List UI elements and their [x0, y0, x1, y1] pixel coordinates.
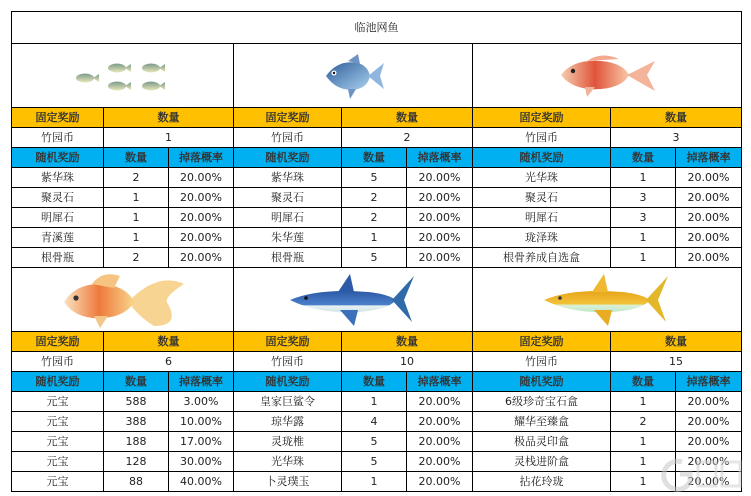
reward-item: 极品灵印盒: [473, 432, 611, 452]
reward-rate: 17.00%: [169, 432, 234, 452]
fixed-reward-qty: 10: [342, 352, 473, 372]
reward-rate: 20.00%: [676, 432, 742, 452]
reward-item: 光华珠: [234, 452, 342, 472]
reward-rate: 20.00%: [169, 188, 234, 208]
reward-qty: 1: [104, 208, 169, 228]
fixed-reward-header: 固定奖励: [473, 108, 611, 128]
fixed-reward-item: 竹园币: [473, 128, 611, 148]
reward-item: 灵珑椎: [234, 432, 342, 452]
quantity-header: 数量: [611, 148, 676, 168]
reward-qty: 128: [104, 452, 169, 472]
reward-item: 耀华至臻盒: [473, 412, 611, 432]
fish-image-cell: [234, 44, 473, 108]
fixed-reward-item: 竹园币: [12, 352, 104, 372]
random-reward-header: 随机奖励: [12, 372, 104, 392]
reward-qty: 5: [342, 168, 407, 188]
reward-qty: 2: [342, 188, 407, 208]
reward-item: 明犀石: [473, 208, 611, 228]
reward-rate: 10.00%: [169, 412, 234, 432]
random-reward-header-row: [12, 372, 742, 392]
golden-shark-icon: [542, 272, 672, 328]
reward-qty: 388: [104, 412, 169, 432]
fixed-reward-header: 固定奖励: [234, 108, 342, 128]
reward-qty: 1: [611, 228, 676, 248]
quantity-header: 数量: [611, 372, 676, 392]
reward-qty: 1: [342, 392, 407, 412]
reward-rate: 20.00%: [407, 228, 473, 248]
fixed-reward-qty: 1: [104, 128, 234, 148]
reward-rate: 20.00%: [407, 208, 473, 228]
reward-rate: 20.00%: [676, 392, 742, 412]
table-row: [12, 412, 742, 432]
fixed-reward-header-row: [12, 332, 742, 352]
fixed-reward-row: [12, 352, 742, 372]
fixed-reward-header: 固定奖励: [12, 108, 104, 128]
reward-qty: 5: [342, 452, 407, 472]
reward-item: 元宝: [12, 392, 104, 412]
reward-rate: 20.00%: [676, 452, 742, 472]
fixed-reward-qty: 6: [104, 352, 234, 372]
quantity-header: 数量: [104, 108, 234, 128]
reward-qty: 1: [342, 472, 407, 492]
reward-qty: 5: [342, 432, 407, 452]
quantity-header: 数量: [611, 108, 742, 128]
blue-shark-icon: [288, 272, 418, 328]
fish-image-cell: [12, 268, 234, 332]
reward-item: 紫华珠: [12, 168, 104, 188]
reward-rate: 20.00%: [407, 452, 473, 472]
random-reward-header: 随机奖励: [473, 148, 611, 168]
reward-qty: 3: [611, 208, 676, 228]
reward-rate: 20.00%: [169, 248, 234, 268]
page-title: 临池网鱼: [12, 12, 742, 44]
drop-rate-header: 掉落概率: [676, 372, 742, 392]
random-reward-header-row: [12, 148, 742, 168]
reward-rate: 30.00%: [169, 452, 234, 472]
reward-item: 明犀石: [234, 208, 342, 228]
reward-item: 聚灵石: [234, 188, 342, 208]
reward-rate: 20.00%: [676, 412, 742, 432]
table-row: [12, 188, 742, 208]
fixed-reward-qty: 15: [611, 352, 742, 372]
table-row: [12, 228, 742, 248]
fish-image-cell: [234, 268, 473, 332]
reward-item: 6级珍奇宝石盒: [473, 392, 611, 412]
reward-rate: 40.00%: [169, 472, 234, 492]
reward-item: 紫华珠: [234, 168, 342, 188]
reward-rate: 20.00%: [407, 392, 473, 412]
reward-qty: 2: [611, 412, 676, 432]
fixed-reward-header-row: [12, 108, 742, 128]
drop-rate-header: 掉落概率: [407, 148, 473, 168]
reward-qty: 588: [104, 392, 169, 412]
quantity-header: 数量: [104, 148, 169, 168]
reward-rate: 3.00%: [169, 392, 234, 412]
reward-item: 根骨瓶: [234, 248, 342, 268]
small-fish-school-icon: [73, 56, 173, 96]
reward-qty: 1: [104, 228, 169, 248]
reward-item: 琼华露: [234, 412, 342, 432]
fixed-reward-header: 固定奖励: [234, 332, 342, 352]
drop-rate-header: 掉落概率: [676, 148, 742, 168]
reward-rate: 20.00%: [407, 412, 473, 432]
fixed-reward-item: 竹园币: [473, 352, 611, 372]
reward-rate: 20.00%: [169, 228, 234, 248]
reward-rate: 20.00%: [407, 432, 473, 452]
blue-fish-icon: [318, 51, 388, 101]
reward-qty: 2: [342, 208, 407, 228]
reward-qty: 1: [611, 392, 676, 412]
reward-qty: 188: [104, 432, 169, 452]
drop-rate-header: 掉落概率: [407, 372, 473, 392]
quantity-header: 数量: [104, 332, 234, 352]
reward-qty: 2: [104, 248, 169, 268]
table-row: [12, 472, 742, 492]
random-reward-header: 随机奖励: [12, 148, 104, 168]
reward-item: 根骨养成自选盒: [473, 248, 611, 268]
reward-item: 元宝: [12, 432, 104, 452]
table-row: [12, 248, 742, 268]
reward-qty: 5: [342, 248, 407, 268]
fixed-reward-header: 固定奖励: [473, 332, 611, 352]
reward-qty: 1: [611, 248, 676, 268]
reward-item: 朱华莲: [234, 228, 342, 248]
goldfish-icon: [58, 270, 188, 330]
reward-item: 灵栈进阶盒: [473, 452, 611, 472]
reward-item: 明犀石: [12, 208, 104, 228]
fixed-reward-item: 竹园币: [12, 128, 104, 148]
reward-qty: 1: [342, 228, 407, 248]
reward-rate: 20.00%: [676, 248, 742, 268]
fixed-reward-header: 固定奖励: [12, 332, 104, 352]
fixed-reward-qty: 3: [611, 128, 742, 148]
reward-qty: 1: [611, 452, 676, 472]
reward-item: 聚灵石: [12, 188, 104, 208]
reward-item: 青溪莲: [12, 228, 104, 248]
fish-image-cell: [473, 44, 742, 108]
reward-item: 光华珠: [473, 168, 611, 188]
quantity-header: 数量: [342, 108, 473, 128]
reward-item: 珑泽珠: [473, 228, 611, 248]
quantity-header: 数量: [342, 148, 407, 168]
random-reward-header: 随机奖励: [234, 372, 342, 392]
fixed-reward-qty: 2: [342, 128, 473, 148]
fixed-reward-item: 竹园币: [234, 352, 342, 372]
random-reward-header: 随机奖励: [234, 148, 342, 168]
red-carp-icon: [557, 53, 657, 99]
quantity-header: 数量: [611, 332, 742, 352]
reward-rate: 20.00%: [407, 472, 473, 492]
reward-rate: 20.00%: [676, 472, 742, 492]
reward-item: 元宝: [12, 452, 104, 472]
reward-rate: 20.00%: [676, 168, 742, 188]
reward-rate: 20.00%: [676, 228, 742, 248]
table-row: [12, 452, 742, 472]
reward-rate: 20.00%: [407, 168, 473, 188]
reward-qty: 88: [104, 472, 169, 492]
reward-item: 元宝: [12, 412, 104, 432]
reward-qty: 4: [342, 412, 407, 432]
reward-rate: 20.00%: [169, 168, 234, 188]
table-row: [12, 168, 742, 188]
random-reward-header: 随机奖励: [473, 372, 611, 392]
reward-qty: 2: [104, 168, 169, 188]
reward-item: 皇家巨鲨令: [234, 392, 342, 412]
reward-qty: 3: [611, 188, 676, 208]
table-row: [12, 432, 742, 452]
drop-rate-header: 掉落概率: [169, 148, 234, 168]
table-row: [12, 392, 742, 412]
quantity-header: 数量: [342, 372, 407, 392]
fixed-reward-item: 竹园币: [234, 128, 342, 148]
reward-rate: 20.00%: [676, 188, 742, 208]
quantity-header: 数量: [342, 332, 473, 352]
reward-item: 根骨瓶: [12, 248, 104, 268]
fish-image-cell: [12, 44, 234, 108]
reward-qty: 1: [104, 188, 169, 208]
reward-rate: 20.00%: [676, 208, 742, 228]
reward-item: 拈花玲珑: [473, 472, 611, 492]
fish-image-cell: [473, 268, 742, 332]
reward-rate: 20.00%: [169, 208, 234, 228]
reward-item: 卜灵璞玉: [234, 472, 342, 492]
reward-item: 聚灵石: [473, 188, 611, 208]
reward-qty: 1: [611, 472, 676, 492]
reward-qty: 1: [611, 432, 676, 452]
reward-rate: 20.00%: [407, 188, 473, 208]
reward-rate: 20.00%: [407, 248, 473, 268]
quantity-header: 数量: [104, 372, 169, 392]
fishing-rewards-table: [11, 11, 742, 492]
reward-item: 元宝: [12, 472, 104, 492]
drop-rate-header: 掉落概率: [169, 372, 234, 392]
fixed-reward-row: [12, 128, 742, 148]
table-row: [12, 208, 742, 228]
reward-qty: 1: [611, 168, 676, 188]
